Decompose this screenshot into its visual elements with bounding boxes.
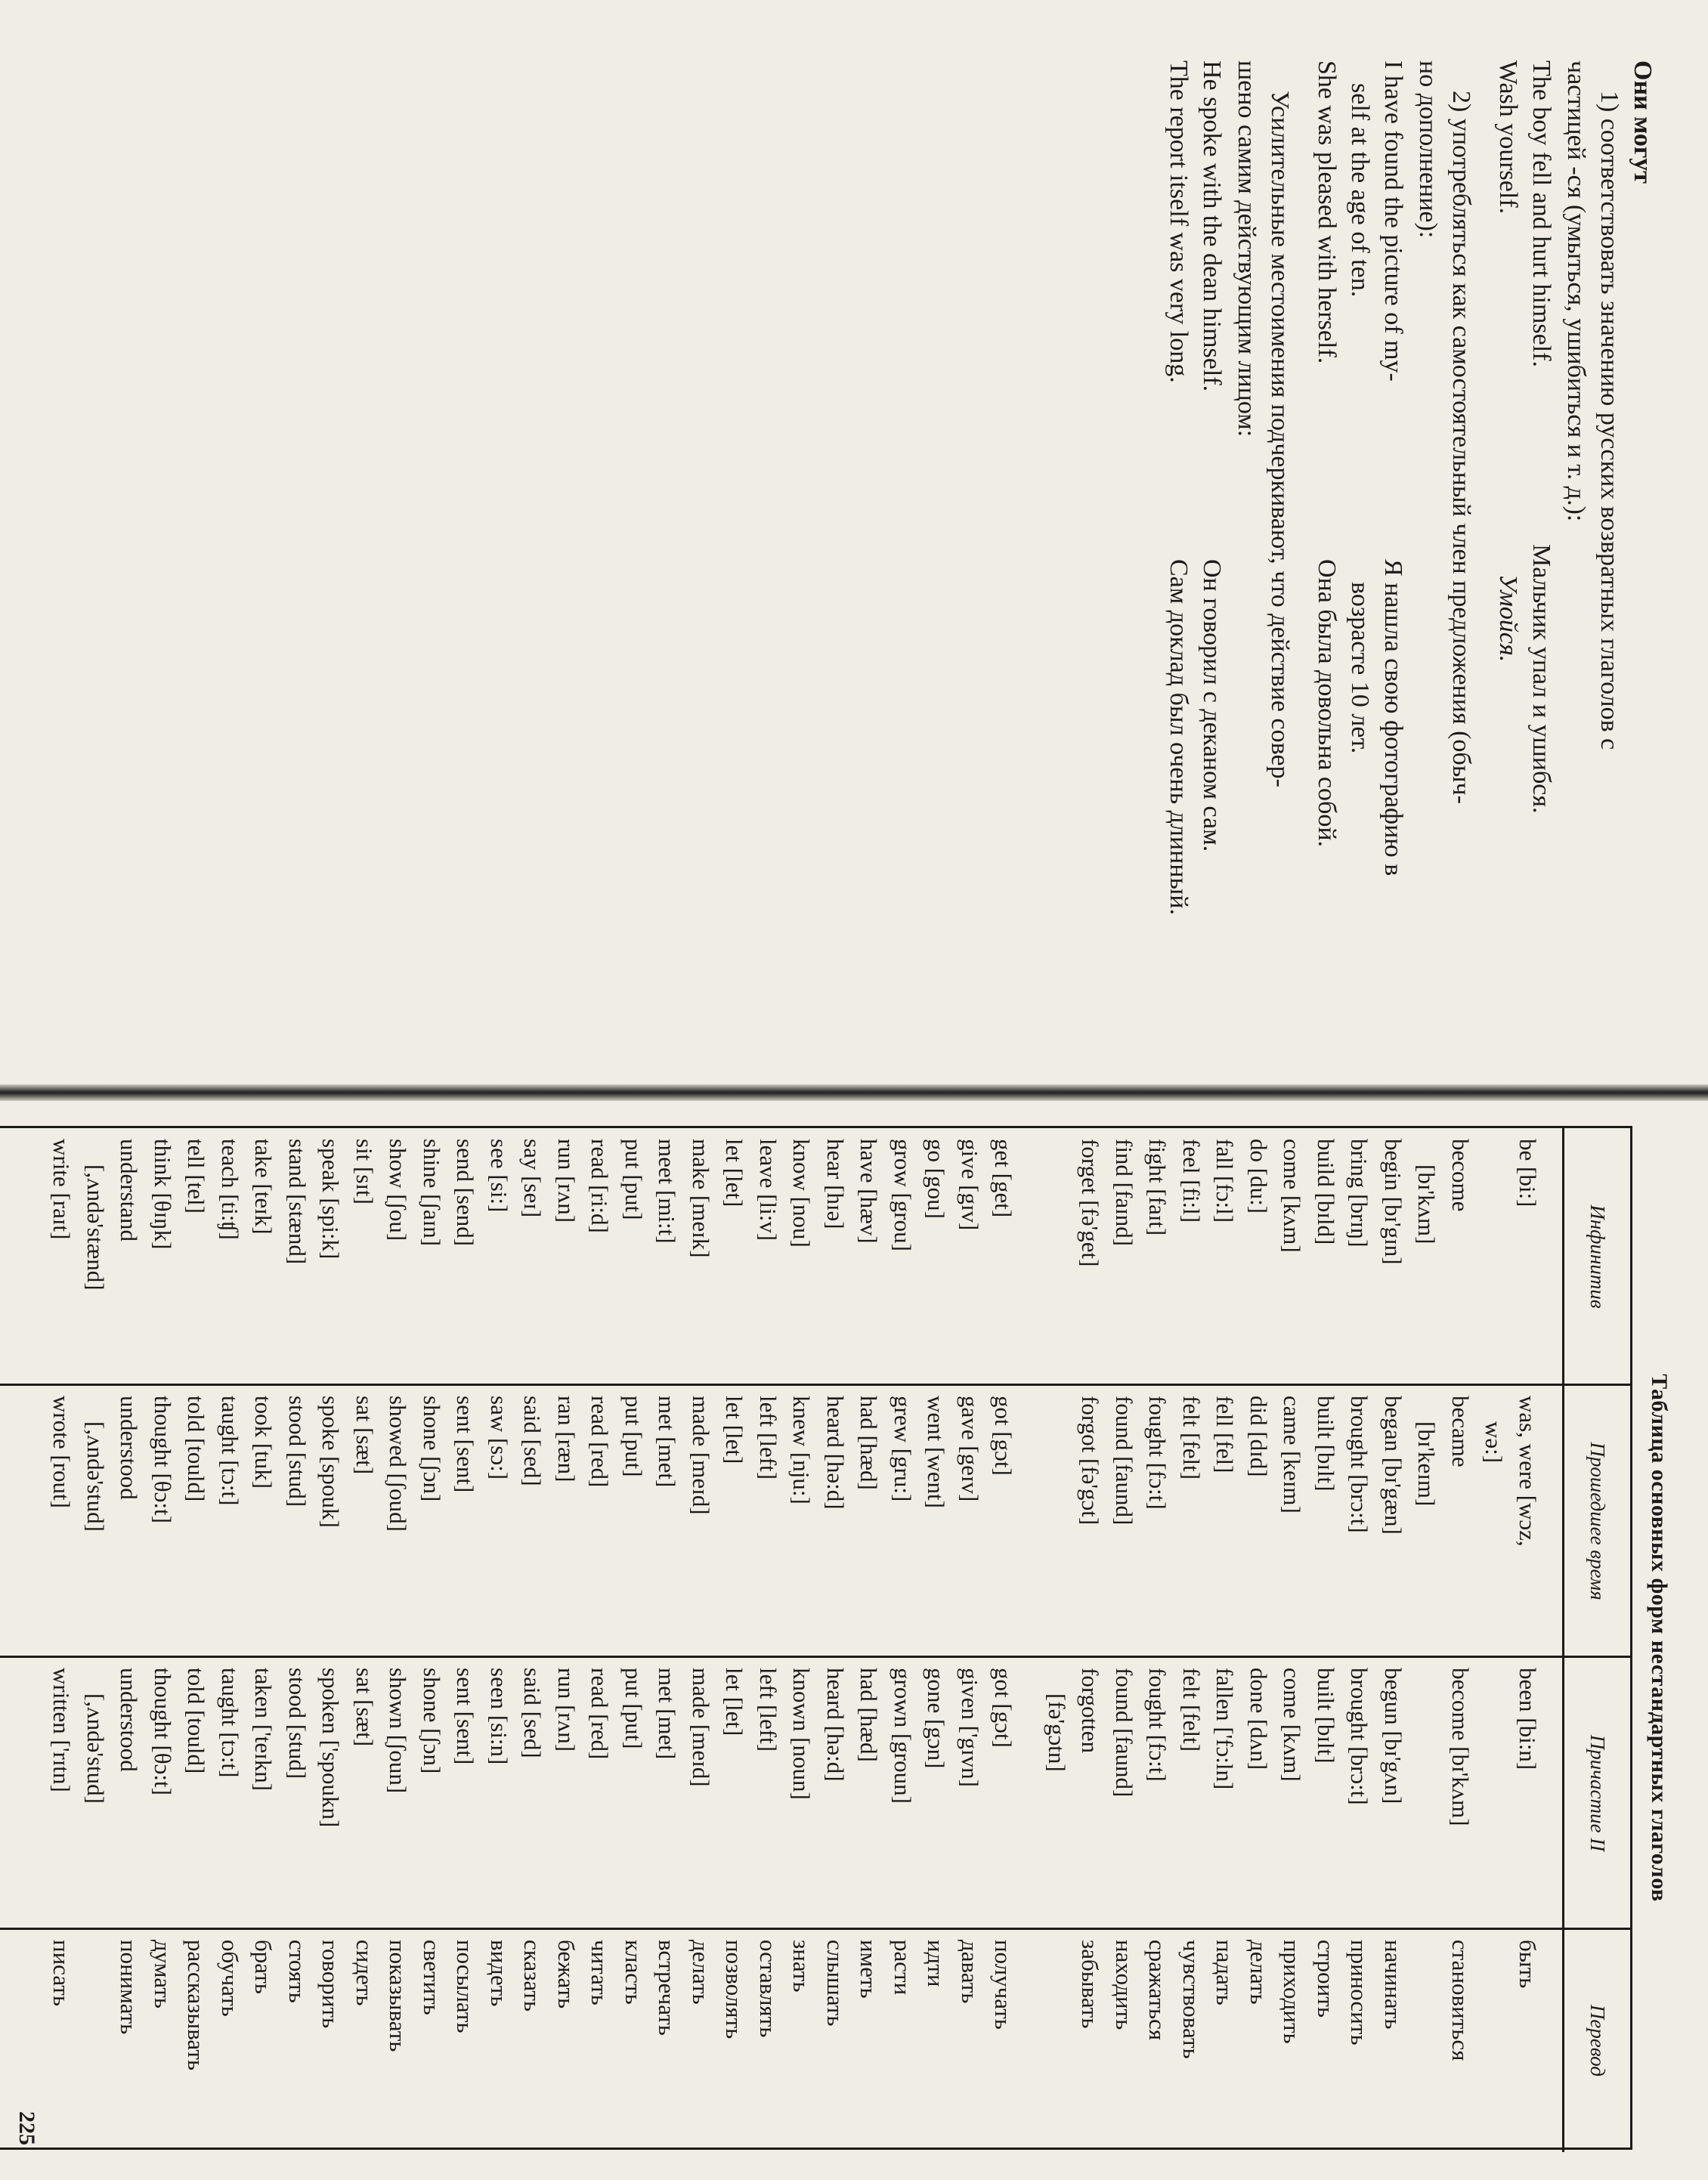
participle-cell: [,ʌndə'stud] — [82, 1693, 109, 1804]
past-cell: ran [ræn] — [553, 1396, 580, 1483]
participle-cell: let [let] — [721, 1668, 748, 1736]
infinitive-cell: see [si:] — [486, 1139, 512, 1213]
infinitive-cell: know [nou] — [788, 1139, 815, 1248]
participle-cell: seen [si:n] — [486, 1668, 512, 1765]
infinitive-cell: tell [tel] — [183, 1139, 210, 1214]
translation-cell: начинать — [1380, 1940, 1406, 2030]
header-past: Прошедшее время — [1562, 1385, 1630, 1657]
past-cell: grew [gru:] — [890, 1396, 916, 1502]
translation-cell: иметь — [856, 1940, 883, 1999]
column-divider — [0, 1384, 1630, 1386]
past-cell: spoke [spouk] — [317, 1396, 345, 1528]
infinitive-cell: send [send] — [452, 1139, 479, 1247]
translation-cell: посылать — [452, 1940, 479, 2033]
past-cell: became — [1447, 1396, 1474, 1467]
participle-cell: had [hæd] — [856, 1668, 883, 1762]
infinitive-cell: find [faɪnd] — [1111, 1139, 1137, 1247]
translation-cell: брать — [250, 1940, 277, 1994]
past-cell: was, were [wɔz, — [1515, 1396, 1541, 1547]
translation-cell: светить — [419, 1940, 445, 2015]
past-cell: put [put] — [620, 1396, 647, 1477]
infinitive-cell: take [teɪk] — [250, 1139, 277, 1235]
translation-cell: стоять — [284, 1940, 311, 2003]
infinitive-cell: run [rʌn] — [553, 1139, 580, 1223]
translation-cell: показывать — [385, 1940, 412, 2052]
translation-cell: оставлять — [755, 1940, 781, 2038]
past-cell: brought [brɔ:t] — [1346, 1396, 1373, 1533]
infinitive-cell: fall [fɔ:l] — [1211, 1139, 1239, 1223]
past-cell: read [red] — [586, 1396, 614, 1488]
participle-cell: said [sed] — [519, 1668, 546, 1758]
participle-cell: come [kʌm] — [1279, 1668, 1306, 1782]
past-cell: knew [nju:] — [788, 1396, 815, 1504]
header-participle: Причастие II — [1562, 1657, 1630, 1929]
past-cell: sent [sent] — [452, 1396, 479, 1493]
infinitive-cell: leave [li:v] — [755, 1139, 781, 1242]
past-cell: said [sed] — [519, 1396, 546, 1486]
page-number: 225 — [14, 2111, 39, 2145]
participle-cell: understood — [116, 1668, 143, 1772]
past-cell: made [meɪd] — [688, 1396, 714, 1515]
infinitive-cell: show [ʃou] — [385, 1139, 412, 1242]
participle-cell: shown [ʃoun] — [385, 1668, 412, 1794]
translation-cell: делать — [688, 1940, 714, 2005]
text-line: She was pleased with herself. — [1313, 60, 1341, 364]
translation-cell: слышать — [822, 1940, 849, 2027]
past-cell: let [let] — [721, 1396, 748, 1464]
text-line: I have found the picture of my- — [1379, 60, 1407, 382]
past-cell: shone [ʃɔn] — [419, 1396, 445, 1502]
infinitive-cell: shine [ʃaɪn] — [419, 1139, 445, 1247]
participle-cell: sent [sent] — [452, 1668, 479, 1765]
translation-cell: рассказывать — [183, 1940, 210, 2071]
participle-cell: brought [brɔ:t] — [1346, 1668, 1373, 1805]
translation-cell: говорить — [317, 1940, 345, 2029]
text-line: возрасте 10 лет. — [1346, 582, 1374, 754]
participle-cell: known [noun] — [788, 1668, 815, 1800]
participle-cell: sat [sæt] — [351, 1668, 378, 1747]
past-cell: saw [sɔ:] — [486, 1396, 512, 1480]
infinitive-cell: [bɪ'kʌm] — [1413, 1164, 1440, 1245]
past-cell: thought [θɔ:t] — [150, 1396, 176, 1523]
participle-cell: read [red] — [586, 1668, 614, 1760]
translation-cell: делать — [1245, 1940, 1272, 2005]
participle-cell: been [bi:n] — [1515, 1668, 1541, 1770]
translation-cell: встречать — [654, 1940, 681, 2036]
past-cell: met [met] — [654, 1396, 681, 1488]
past-cell: forgot [fə'gɔt] — [1077, 1396, 1104, 1526]
infinitive-cell: say [seɪ] — [519, 1139, 546, 1218]
text-line: self at the age of ten. — [1346, 83, 1374, 298]
text-line: Они могут — [1629, 60, 1657, 184]
infinitive-cell: write [raɪt] — [48, 1139, 76, 1240]
past-cell: fell [fel] — [1211, 1396, 1239, 1473]
infinitive-cell: put [put] — [620, 1139, 647, 1220]
participle-cell: left [left] — [755, 1668, 781, 1752]
translation-cell: сражаться — [1144, 1940, 1171, 2041]
infinitive-cell: fight [faɪt] — [1144, 1139, 1171, 1236]
translation-cell: получать — [990, 1940, 1017, 2030]
translation-cell: падать — [1211, 1940, 1239, 2005]
text-line: 2) употребляться как самостоятельный член предложения (обыч- — [1447, 91, 1475, 804]
participle-cell: stood [stud] — [284, 1668, 311, 1780]
translation-cell: давать — [957, 1940, 983, 2004]
participle-cell: shone [ʃɔn] — [419, 1668, 445, 1774]
participle-cell: fought [fɔ:t] — [1144, 1668, 1171, 1782]
translation-cell: знать — [788, 1940, 815, 1993]
infinitive-cell: speak [spi:k] — [317, 1139, 345, 1260]
infinitive-cell: sit [sɪt] — [351, 1139, 378, 1204]
text-line: Сам доклад был очень длинный. — [1165, 559, 1193, 915]
text-line: 1) соответствовать значению русских возвратных глаголов с — [1595, 91, 1623, 750]
participle-cell: made [meɪd] — [688, 1668, 714, 1787]
participle-cell: taken ['teɪkn] — [250, 1668, 277, 1792]
participle-cell: done [dʌn] — [1245, 1668, 1272, 1770]
past-cell: left [left] — [755, 1396, 781, 1480]
infinitive-cell: get [get] — [990, 1139, 1017, 1218]
participle-cell: told [tould] — [183, 1668, 210, 1774]
translation-cell: сидеть — [351, 1940, 378, 2006]
translation-cell: понимать — [116, 1940, 143, 2035]
infinitive-cell: have [hæv] — [856, 1139, 883, 1244]
infinitive-cell: become — [1447, 1139, 1474, 1212]
past-cell: showed [ʃoud] — [385, 1396, 412, 1532]
text-line: Wash yourself. — [1494, 60, 1522, 215]
translation-cell: сказать — [519, 1940, 546, 2011]
past-cell: [,ʌndə'stud] — [82, 1421, 109, 1532]
infinitive-cell: forget [fə'get] — [1077, 1139, 1104, 1267]
irregular-verbs-table — [0, 1126, 1632, 2150]
translation-cell: становиться — [1447, 1940, 1474, 2061]
header-translation: Перевод — [1562, 1929, 1630, 2152]
past-cell: went [went] — [923, 1396, 950, 1508]
right-page-table — [15, 1126, 1678, 2150]
past-cell: told [tould] — [183, 1396, 210, 1502]
participle-cell: built [bɪlt] — [1313, 1668, 1339, 1764]
text-line: Он говорил с деканом сам. — [1198, 559, 1226, 852]
translation-cell: строить — [1313, 1940, 1339, 2018]
past-cell: had [hæd] — [856, 1396, 883, 1490]
participle-cell: run [rʌn] — [553, 1668, 580, 1752]
infinitive-cell: be [bi:] — [1515, 1139, 1541, 1208]
past-cell: took [tuk] — [250, 1396, 277, 1489]
infinitive-cell: understand — [116, 1139, 143, 1242]
participle-cell: heard [hə:d] — [822, 1668, 849, 1782]
infinitive-cell: go [gou] — [923, 1139, 950, 1219]
left-page-text — [68, 45, 1655, 1058]
past-cell: began [bɪ'gæn] — [1380, 1396, 1406, 1535]
past-cell: built [bɪlt] — [1313, 1396, 1339, 1492]
infinitive-cell: teach [ti:ʧ] — [217, 1139, 243, 1240]
participle-cell: taught [tɔ:t] — [217, 1668, 243, 1778]
participle-cell: become [bɪ'kʌm] — [1447, 1668, 1474, 1826]
translation-cell: приносить — [1346, 1940, 1373, 2045]
past-cell: fought [fɔ:t] — [1144, 1396, 1171, 1510]
infinitive-cell: begin [bɪ'gɪn] — [1380, 1139, 1406, 1265]
translation-cell: позволять — [721, 1940, 748, 2039]
participle-cell: given ['gɪvn] — [957, 1668, 983, 1787]
translation-cell: видеть — [486, 1940, 512, 2007]
participle-cell: spoken ['spoukn] — [317, 1668, 345, 1828]
translation-cell: приходить — [1279, 1940, 1306, 2044]
past-cell: sat [sæt] — [351, 1396, 378, 1475]
column-divider — [0, 1656, 1630, 1658]
translation-cell: класть — [620, 1940, 647, 2005]
participle-cell: put [put] — [620, 1668, 647, 1749]
text-line: The report itself was very long. — [1165, 60, 1193, 383]
infinitive-cell: feel [fi:l] — [1178, 1139, 1205, 1223]
translation-cell: забывать — [1077, 1940, 1104, 2029]
infinitive-cell: hear [hɪə] — [822, 1139, 849, 1229]
past-cell: wə:] — [1481, 1421, 1508, 1464]
past-cell: heard [hə:d] — [822, 1396, 849, 1510]
participle-cell: fallen ['fɔ:ln] — [1211, 1668, 1239, 1790]
participle-cell: grown [groun] — [890, 1668, 916, 1804]
text-line: Я нашла свою фотографию в — [1379, 559, 1407, 877]
past-cell: did [dɪd] — [1245, 1396, 1272, 1477]
text-line: но дополнение): — [1414, 60, 1442, 239]
text-line: Мальчик упал и ушибся. — [1527, 544, 1555, 814]
participle-cell: thought [θɔ:t] — [150, 1668, 176, 1795]
infinitive-cell: build [bɪld] — [1313, 1139, 1339, 1245]
text-line: частицей -ся (умыться, ушибиться и т. д.): — [1562, 60, 1590, 522]
translation-cell: думать — [150, 1940, 176, 2008]
infinitive-cell: read [ri:d] — [586, 1139, 614, 1233]
infinitive-cell: [,ʌndə'stænd] — [82, 1164, 109, 1291]
book-gutter — [0, 1084, 1708, 1101]
table-title: Таблица основных форм нестандартных глаголов — [1647, 1374, 1672, 1902]
participle-cell: forgotten — [1077, 1668, 1104, 1754]
translation-cell: чувствовать — [1178, 1940, 1205, 2059]
participle-cell: got [gɔt] — [990, 1668, 1017, 1748]
past-cell: taught [tɔ:t] — [217, 1396, 243, 1506]
infinitive-cell: do [du:] — [1245, 1139, 1272, 1214]
infinitive-cell: meet [mi:t] — [654, 1139, 681, 1244]
past-cell: stood [stud] — [284, 1396, 311, 1507]
text-line: Умойся. — [1494, 574, 1522, 663]
participle-cell: met [met] — [654, 1668, 681, 1760]
participle-cell: gone [gɔn] — [923, 1668, 950, 1769]
infinitive-cell: stand [stænd] — [284, 1139, 311, 1265]
translation-cell: бежать — [553, 1940, 580, 2009]
text-line: Усилительные местоимения подчеркивают, что действие совер- — [1266, 91, 1294, 787]
text-line: The boy fell and hurt himself. — [1527, 60, 1555, 368]
translation-cell: обучать — [217, 1940, 243, 2017]
translation-cell: находить — [1111, 1940, 1137, 2030]
infinitive-cell: bring [brɪŋ] — [1346, 1139, 1373, 1248]
past-cell: wrote [rout] — [48, 1396, 76, 1508]
past-cell: understood — [116, 1396, 143, 1500]
infinitive-cell: think [θɪŋk] — [150, 1139, 176, 1250]
infinitive-cell: come [kʌm] — [1279, 1139, 1306, 1253]
translation-cell: быть — [1515, 1940, 1541, 1989]
past-cell: came [keɪm] — [1279, 1396, 1306, 1514]
infinitive-cell: grow [grou] — [890, 1139, 916, 1251]
infinitive-cell: let [let] — [721, 1139, 748, 1208]
past-cell: felt [felt] — [1178, 1396, 1205, 1480]
participle-cell: begun [bɪ'gʌn] — [1380, 1668, 1406, 1804]
translation-cell: читать — [586, 1940, 614, 2005]
text-line: Она была довольна собой. — [1313, 559, 1341, 848]
past-cell: [bɪ'keɪm] — [1413, 1421, 1440, 1507]
participle-cell: found [faund] — [1111, 1668, 1137, 1798]
past-cell: gave [geɪv] — [957, 1396, 983, 1502]
infinitive-cell: make [meɪk] — [688, 1139, 714, 1258]
text-line: He spoke with the dean himself. — [1198, 60, 1226, 392]
column-divider — [0, 1928, 1630, 1930]
header-infinitive: Инфинитив — [1562, 1128, 1630, 1385]
infinitive-cell: give [gɪv] — [957, 1139, 983, 1231]
past-cell: got [gɔt] — [990, 1396, 1017, 1476]
translation-cell: идти — [923, 1940, 950, 1987]
translation-cell: расти — [890, 1940, 916, 1996]
text-line: шено самим действующим лицом: — [1233, 60, 1261, 438]
participle-cell: felt [felt] — [1178, 1668, 1205, 1752]
participle-cell: [fə'gɔtn] — [1044, 1693, 1070, 1772]
translation-cell: писать — [48, 1940, 76, 2006]
past-cell: found [faund] — [1111, 1396, 1137, 1526]
participle-cell: written ['rɪtn] — [48, 1668, 76, 1792]
